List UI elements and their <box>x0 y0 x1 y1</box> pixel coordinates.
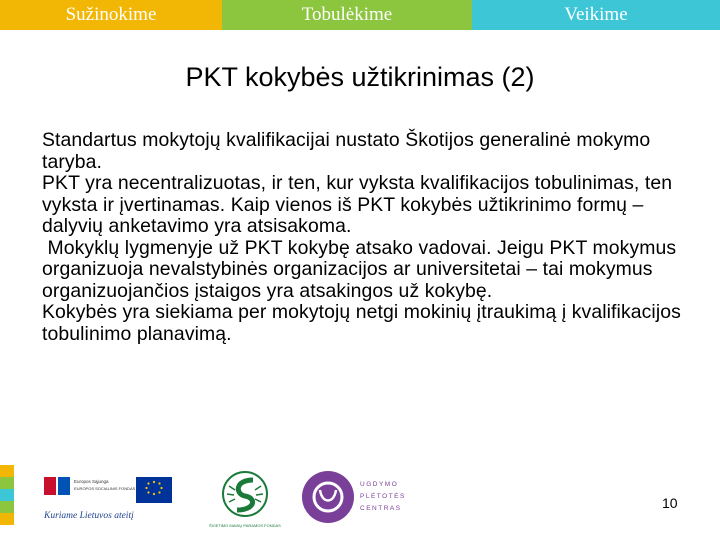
eu-logo-slogan: Kuriame Lietuvos ateitį <box>44 511 134 521</box>
tab-veikime[interactable] <box>472 0 720 30</box>
ugdymo-pletotes-centras-logo <box>300 468 412 526</box>
fund-logo-text: ŠVIETIMO MAINŲ PARAMOS FONDAS <box>209 523 281 528</box>
eu-logo-line1: Europos Sąjunga <box>74 479 109 484</box>
tab-tobulekime[interactable] <box>222 0 472 30</box>
eu-logo-line2: EUROPOS SOCIALINIS FONDAS <box>74 486 136 491</box>
tab-label: Sužinokime <box>65 4 157 25</box>
upc-logo-line1: UGDYMO <box>360 481 399 488</box>
slide-content <box>42 130 692 345</box>
eu-flag-icon <box>136 477 172 503</box>
paragraph: Standartus mokytojų kvalifikacijai nustato Škotijos generalinė mokymo taryba. <box>42 129 651 173</box>
slide-title: PKT kokybės užtikrinimas (2) <box>185 62 535 92</box>
paragraph: Kokybės yra siekiama per mokytojų netgi mokinių įtraukimą į kvalifikacijos tobulinimo planavimą. <box>42 301 681 345</box>
paragraph: PKT yra necentralizuotas, ir ten, kur vyksta kvalifikacijos tobulinimas, ten vyksta ir įvertinamas. Kaip vienos iš PKT kokybės užtikrinimo formų – dalyvių anketavimo yra atsisakoma. <box>42 172 673 237</box>
eu-esf-logo <box>40 474 178 524</box>
paragraph: Mokyklų lygmenyje už PKT kokybę atsako vadovai. Jeigu PKT mokymus organizuoja nevalstybinės organizacijos ar universitetai – tai mokymus organizuojančios įstaigos yra atsakingos už kokybę. <box>42 236 682 302</box>
tab-label: Veikime <box>564 4 628 25</box>
tab-label: Tobulėkime <box>301 4 393 25</box>
decorative-color-bar <box>0 465 14 525</box>
top-tabs <box>0 0 720 30</box>
upc-logo-line2: PLĖTOTĖS <box>360 493 406 500</box>
tab-suzinokime[interactable] <box>0 0 222 30</box>
stylized-s-leaf-icon <box>223 472 267 516</box>
upc-logo-line3: CENTRAS <box>360 505 402 512</box>
education-exchanges-fund-logo <box>205 468 285 530</box>
upc-circle-icon <box>302 471 354 523</box>
page-number: 10 <box>662 495 678 511</box>
